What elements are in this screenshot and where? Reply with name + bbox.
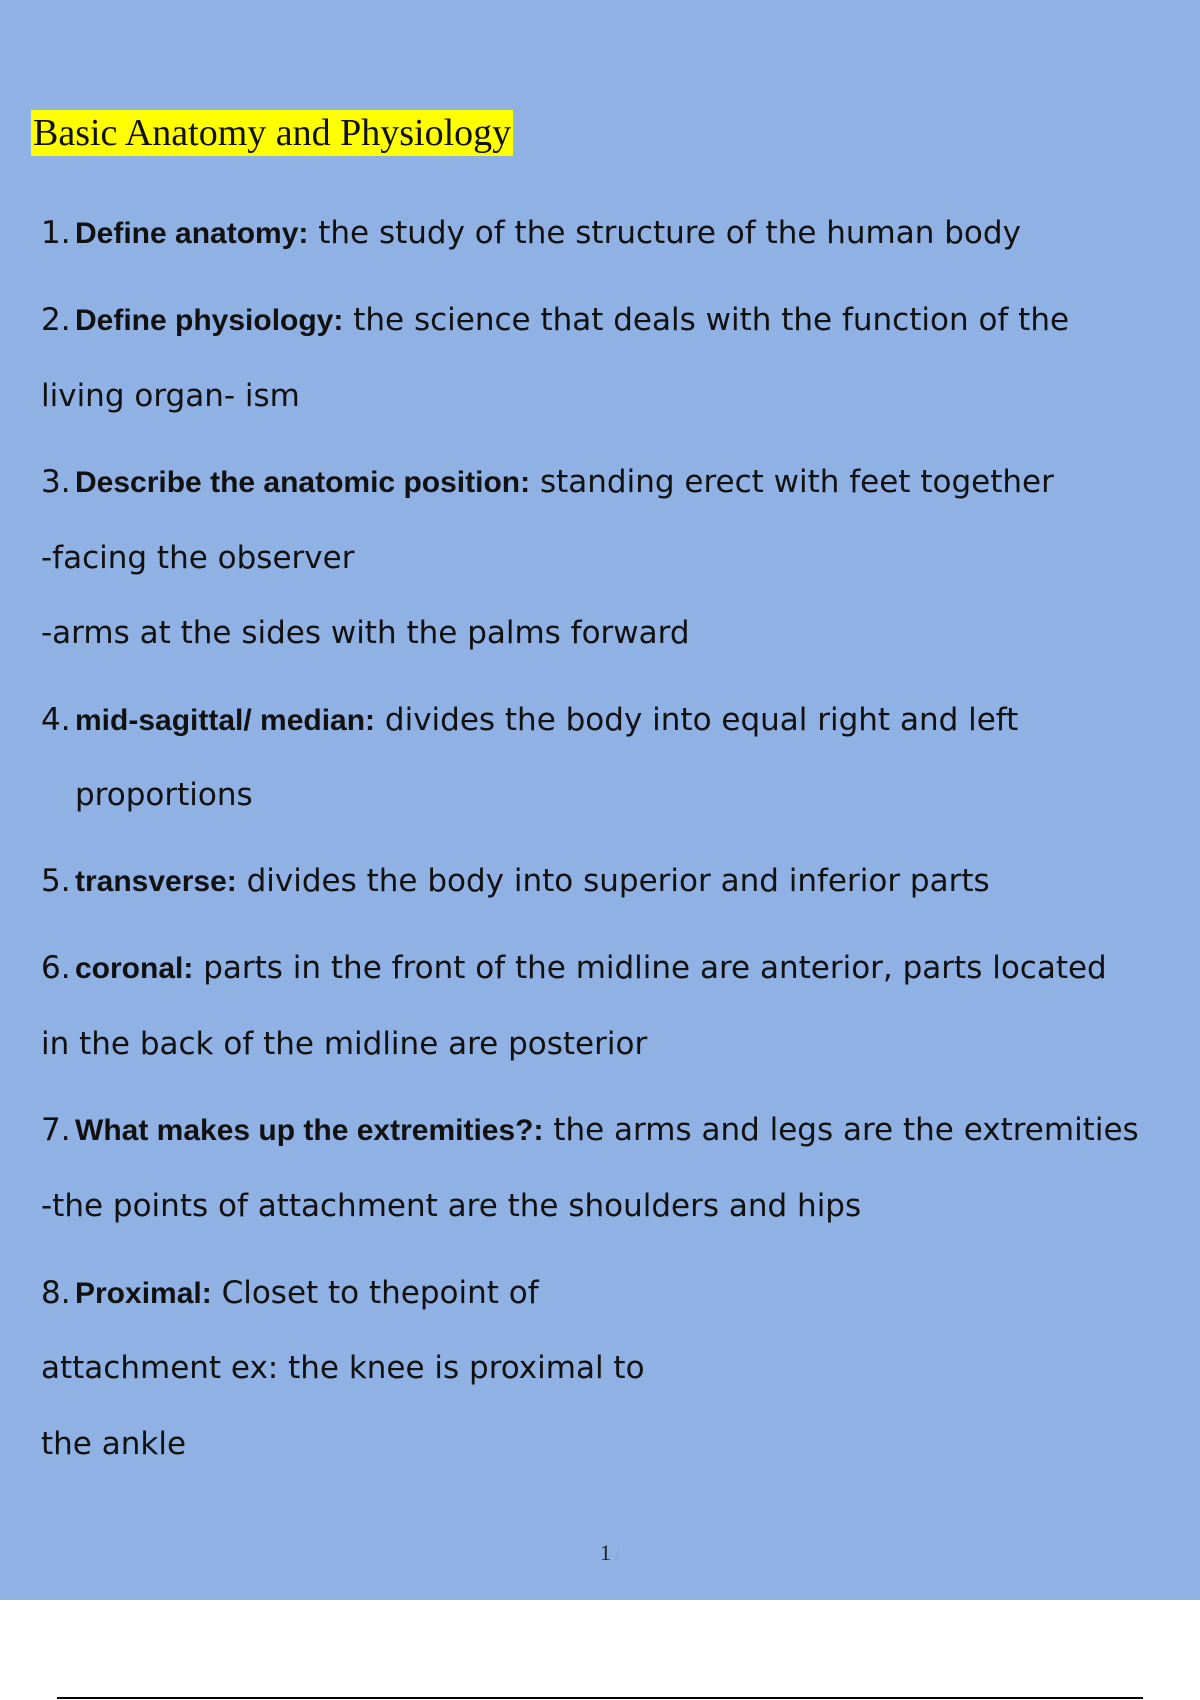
- item-definition: Closet to thepoint of: [211, 1275, 539, 1311]
- item-continuation: attachment ex: the knee is proximal to: [41, 1350, 645, 1386]
- item-term: Define physiology:: [75, 304, 344, 337]
- document-title: Basic Anatomy and Physiology: [33, 112, 512, 154]
- page-number-value: 1: [600, 1540, 611, 1565]
- item-number: 3.: [41, 464, 71, 500]
- item-term: Describe the anatomic position:: [75, 466, 531, 499]
- item-term: Define anatomy:: [75, 217, 309, 250]
- item-term: mid-sagittal/ median:: [75, 704, 376, 737]
- list-item-3: [41, 462, 1054, 503]
- item-definition: the study of the structure of the human body: [308, 215, 1021, 251]
- list-item-8: [41, 1273, 539, 1314]
- item-continuation: in the back of the midline are posterior: [41, 1026, 648, 1062]
- item-continuation: -arms at the sides with the palms forward: [41, 615, 690, 651]
- footer-divider: [57, 1697, 1143, 1699]
- item-term: transverse:: [75, 865, 237, 898]
- item-number: 8.: [41, 1275, 71, 1311]
- list-item-2: [41, 300, 1069, 341]
- item-definition: the science that deals with the function of the: [343, 302, 1070, 338]
- list-item-5: [41, 861, 990, 902]
- item-definition: divides the body into superior and inferior parts: [236, 863, 990, 899]
- item-continuation: living organ- ism: [41, 378, 300, 414]
- page-number-suffix: /: [615, 1547, 620, 1564]
- item-number: 1.: [41, 215, 71, 251]
- item-term: coronal:: [75, 952, 194, 985]
- item-number: 4.: [41, 702, 71, 738]
- item-number: 6.: [41, 950, 71, 986]
- item-term: Proximal:: [75, 1277, 212, 1310]
- page-number: [600, 1540, 619, 1569]
- item-number: 7.: [41, 1112, 71, 1148]
- item-continuation: proportions: [75, 777, 253, 813]
- list-item-6: [41, 948, 1107, 989]
- item-definition: parts in the front of the midline are anterior, parts located: [193, 950, 1107, 986]
- item-term: What makes up the extremities?:: [75, 1114, 544, 1147]
- list-item-4: [41, 700, 1018, 741]
- item-definition: the arms and legs are the extremities: [543, 1112, 1139, 1148]
- item-definition: standing erect with feet together: [530, 464, 1054, 500]
- item-continuation: -facing the observer: [41, 540, 355, 576]
- item-number: 2.: [41, 302, 71, 338]
- item-continuation: -the points of attachment are the shoulders and hips: [41, 1188, 862, 1224]
- item-continuation: the ankle: [41, 1426, 187, 1462]
- list-item-1: [41, 213, 1021, 254]
- list-item-7: [41, 1110, 1139, 1151]
- item-definition: divides the body into equal right and left: [375, 702, 1019, 738]
- item-number: 5.: [41, 863, 71, 899]
